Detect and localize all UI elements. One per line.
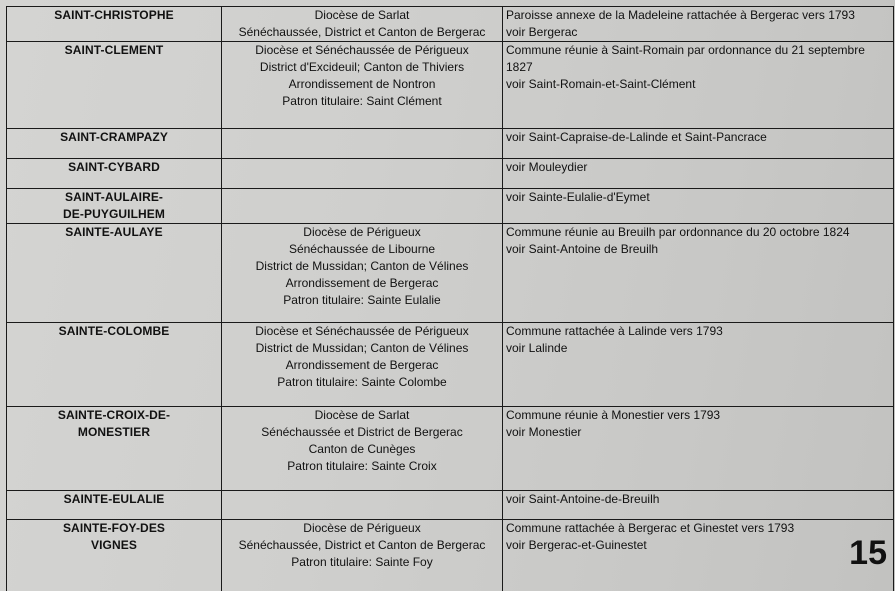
- admin-line: District de Mussidan; Canton de Vélines: [255, 341, 469, 355]
- parish-name-text: SAINTE-AULAYE: [65, 225, 163, 239]
- note-line: voir Bergerac: [506, 25, 578, 39]
- admin-line: Diocèse de Périgueux: [303, 225, 421, 239]
- admin-line: Patron titulaire: Sainte Eulalie: [283, 293, 441, 307]
- admin-line: Diocèse et Sénéchaussée de Périgueux: [255, 324, 469, 338]
- note-line: voir Mouleydier: [506, 160, 588, 174]
- admin-line: Sénéchaussée, District et Canton de Bergerac: [238, 25, 486, 39]
- note-line: Commune rattachée à Bergerac et Ginestet vers 1793: [506, 521, 795, 535]
- parish-name-text: SAINTE-FOY-DES VIGNES: [62, 521, 166, 552]
- parish-name-text: SAINTE-EULALIE: [63, 492, 165, 506]
- admin-line: Arrondissement de Bergerac: [285, 276, 439, 290]
- notes: [503, 491, 894, 520]
- parish-name: [7, 129, 222, 159]
- admin-line: Diocèse de Sarlat: [314, 408, 410, 422]
- admin-info: [222, 7, 503, 42]
- admin-line: Canton de Cunèges: [308, 442, 416, 456]
- parish-name-text: SAINT-CHRISTOPHE: [54, 8, 174, 22]
- admin-line: District d'Excideuil; Canton de Thiviers: [259, 60, 465, 74]
- admin-line: Arrondissement de Bergerac: [285, 358, 439, 372]
- admin-info: [222, 189, 503, 224]
- table-row: [7, 323, 894, 407]
- note-line: Commune rattachée à Lalinde vers 1793: [506, 324, 723, 338]
- admin-info: [222, 491, 503, 520]
- parish-name-text: SAINTE-COLOMBE: [58, 324, 170, 338]
- note-line: voir Sainte-Eulalie-d'Eymet: [506, 190, 650, 204]
- parish-name-text: SAINT-CLEMENT: [64, 43, 164, 57]
- admin-line: Sénéchaussée, District et Canton de Bergerac: [238, 538, 486, 552]
- notes: [503, 323, 894, 407]
- note-line: voir Monestier: [506, 425, 582, 439]
- notes: [503, 159, 894, 189]
- admin-line: Diocèse et Sénéchaussée de Périgueux: [255, 43, 469, 57]
- admin-info: [222, 323, 503, 407]
- parish-table: [6, 6, 894, 591]
- admin-line: Sénéchaussée de Libourne: [288, 242, 436, 256]
- admin-info: [222, 520, 503, 591]
- admin-line: Diocèse de Périgueux: [303, 521, 421, 535]
- parish-name: [7, 323, 222, 407]
- note-line: voir Saint-Capraise-de-Lalinde et Saint-Pancrace: [506, 130, 767, 144]
- parish-name: [7, 491, 222, 520]
- notes: [503, 189, 894, 224]
- table-row: [7, 129, 894, 159]
- table-body: [7, 7, 894, 591]
- parish-name: [7, 407, 222, 491]
- admin-line: Arrondissement de Nontron: [288, 77, 436, 91]
- parish-name: [7, 189, 222, 224]
- note-line: voir Saint-Antoine de Breuilh: [506, 242, 659, 256]
- note-line: voir Bergerac-et-Guinestet: [506, 538, 647, 552]
- table-row: [7, 159, 894, 189]
- table-row: [7, 189, 894, 224]
- parish-name: [7, 159, 222, 189]
- note-line: Paroisse annexe de la Madeleine rattachée à Bergerac vers 1793: [506, 8, 855, 22]
- notes: [503, 7, 894, 42]
- table-row: [7, 7, 894, 42]
- parish-name-text: SAINT-CRAMPAZY: [60, 130, 168, 144]
- note-line: voir Saint-Romain-et-Saint-Clément: [506, 77, 696, 91]
- table-row: [7, 42, 894, 129]
- parish-name-text: SAINTE-CROIX-DE- MONESTIER: [57, 408, 171, 439]
- table-row: [7, 407, 894, 491]
- admin-line: District de Mussidan; Canton de Vélines: [255, 259, 469, 273]
- note-line: Commune réunie à Saint-Romain par ordonnance du 21 septembre 1827: [506, 43, 865, 74]
- note-line: Commune réunie à Monestier vers 1793: [506, 408, 721, 422]
- table-row: [7, 224, 894, 323]
- notes: [503, 407, 894, 491]
- notes: [503, 42, 894, 129]
- admin-line: Patron titulaire: Sainte Colombe: [277, 375, 447, 389]
- admin-info: [222, 42, 503, 129]
- parish-name: [7, 7, 222, 42]
- page-number: 15: [849, 534, 887, 572]
- note-line: voir Saint-Antoine-de-Breuilh: [506, 492, 660, 506]
- parish-name: [7, 224, 222, 323]
- table-row: [7, 491, 894, 520]
- parish-name-text: SAINT-CYBARD: [68, 160, 160, 174]
- notes: [503, 520, 894, 591]
- parish-name: [7, 42, 222, 129]
- admin-info: [222, 129, 503, 159]
- notes: [503, 224, 894, 323]
- admin-info: [222, 224, 503, 323]
- parish-name-text: SAINT-AULAIRE- DE-PUYGUILHEM: [63, 190, 165, 221]
- admin-line: Diocèse de Sarlat: [314, 8, 410, 22]
- note-line: Commune réunie au Breuilh par ordonnance du 20 octobre 1824: [506, 225, 850, 239]
- notes: [503, 129, 894, 159]
- parish-name: [7, 520, 222, 591]
- admin-line: Patron titulaire: Sainte Croix: [287, 459, 437, 473]
- note-line: voir Lalinde: [506, 341, 568, 355]
- table-row: [7, 520, 894, 591]
- admin-info: [222, 159, 503, 189]
- admin-info: [222, 407, 503, 491]
- admin-line: Sénéchaussée et District de Bergerac: [261, 425, 463, 439]
- admin-line: Patron titulaire: Sainte Foy: [291, 555, 433, 569]
- admin-line: Patron titulaire: Saint Clément: [282, 94, 442, 108]
